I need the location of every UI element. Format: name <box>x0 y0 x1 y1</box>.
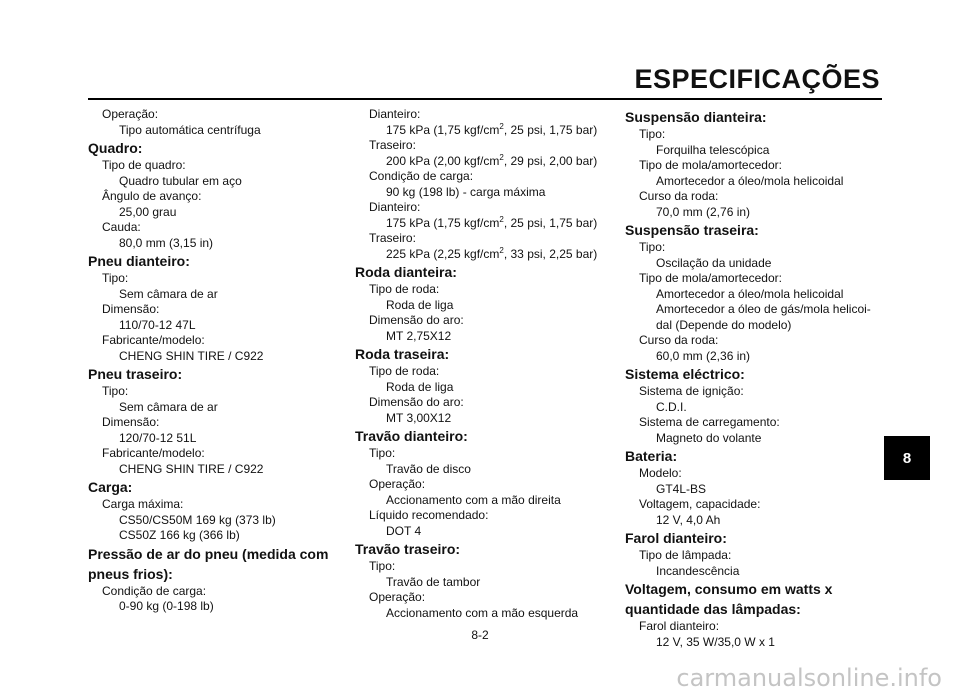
spec-value: MT 3,00X12 <box>386 410 452 425</box>
spec-heading: pneus frios): <box>88 565 173 582</box>
spec-value: Quadro tubular em aço <box>119 173 242 188</box>
spec-heading: Quadro: <box>88 140 143 156</box>
spec-heading: Travão dianteiro: <box>355 428 468 444</box>
spec-heading: Carga: <box>88 479 133 495</box>
spec-label: Sistema de ignição: <box>639 384 744 398</box>
spec-label: Fabricante/modelo: <box>102 446 205 460</box>
spec-label: Tipo de lâmpada: <box>639 548 732 562</box>
watermark: carmanualsonline.info <box>676 664 942 692</box>
spec-value: Roda de liga <box>386 379 454 394</box>
spec-value: Incandescência <box>656 563 740 578</box>
spec-label: Curso da roda: <box>639 333 719 347</box>
spec-label: Dianteiro: <box>369 200 421 214</box>
spec-label: Tipo: <box>102 384 129 398</box>
spec-value-text: , 25 psi, 1,75 bar) <box>503 122 598 137</box>
spec-value: 70,0 mm (2,76 in) <box>656 204 751 219</box>
spec-value: Travão de disco <box>386 461 471 476</box>
spec-label: Cauda: <box>102 220 141 234</box>
spec-label: Operação: <box>369 590 426 604</box>
spec-value: 80,0 mm (3,15 in) <box>119 235 214 250</box>
spec-heading: Farol dianteiro: <box>625 530 727 546</box>
spec-label: Tipo: <box>369 559 396 573</box>
spec-value: 120/70-12 51L <box>119 430 197 445</box>
spec-label: Dimensão: <box>102 415 160 429</box>
spec-label: Condição de carga: <box>102 583 207 598</box>
spec-label: Dianteiro: <box>369 107 421 121</box>
page-number: 8-2 <box>471 628 489 642</box>
spec-heading: Roda dianteira: <box>355 264 457 280</box>
spec-heading: Travão traseiro: <box>355 541 461 557</box>
spec-heading: Suspensão dianteira: <box>625 109 767 125</box>
spec-value: Accionamento com a mão esquerda <box>386 605 579 620</box>
spec-value: Roda de liga <box>386 297 454 312</box>
spec-value-text: 200 kPa (2,00 kgf/cm <box>386 153 500 168</box>
spec-label: Traseiro: <box>369 138 416 152</box>
spec-heading: Voltagem, consumo em watts x <box>625 581 833 597</box>
spec-value: Amortecedor a óleo/mola helicoidal <box>656 173 844 188</box>
spec-value: Accionamento com a mão direita <box>386 492 561 507</box>
spec-value-text: , 29 psi, 2,00 bar) <box>503 153 598 168</box>
spec-value <box>355 123 610 139</box>
spec-value: Sem câmara de ar <box>119 286 218 301</box>
title-rule <box>88 98 882 100</box>
spec-value: 12 V, 4,0 Ah <box>656 512 721 527</box>
spec-column-1 <box>88 107 338 615</box>
spec-value: Sem câmara de ar <box>119 399 218 414</box>
spec-label: Condição de carga: <box>369 169 474 183</box>
spec-value-text: , 25 psi, 1,75 bar) <box>503 215 598 230</box>
spec-value-text: , 33 psi, 2,25 bar) <box>503 246 598 261</box>
superscript: 2 <box>499 152 504 162</box>
spec-label: Carga máxima: <box>102 497 184 511</box>
spec-heading: Sistema eléctrico: <box>625 366 745 382</box>
spec-label: Sistema de carregamento: <box>639 415 780 429</box>
spec-heading: Pressão de ar do pneu (medida com <box>88 545 329 562</box>
spec-column-3 <box>625 107 890 650</box>
superscript: 2 <box>499 214 504 224</box>
spec-value: 12 V, 35 W/35,0 W x 1 <box>656 634 775 649</box>
spec-label: Dimensão do aro: <box>369 313 464 327</box>
spec-label: Traseiro: <box>369 231 416 245</box>
spec-value <box>355 247 610 263</box>
spec-label: Tipo: <box>639 127 666 141</box>
spec-label: Operação: <box>369 477 426 491</box>
page-title: ESPECIFICAÇÕES <box>634 64 880 94</box>
spec-heading: Bateria: <box>625 448 678 464</box>
spec-value-text: 175 kPa (1,75 kgf/cm <box>386 215 500 230</box>
spec-label: Tipo de roda: <box>369 282 440 296</box>
spec-value: Forquilha telescópica <box>656 142 770 157</box>
spec-value: Tipo automática centrífuga <box>119 122 261 137</box>
spec-label: Operação: <box>102 107 159 121</box>
spec-value: 25,00 grau <box>119 204 177 219</box>
spec-label: Dimensão: <box>102 302 160 316</box>
spec-value: MT 2,75X12 <box>386 328 452 343</box>
spec-value: 60,0 mm (2,36 in) <box>656 348 751 363</box>
spec-value: Oscilação da unidade <box>656 255 772 270</box>
spec-value: Amortecedor a óleo/mola helicoidal <box>656 286 844 301</box>
spec-value: Amortecedor a óleo de gás/mola helicoi- <box>656 302 871 316</box>
spec-value-text: 225 kPa (2,25 kgf/cm <box>386 246 500 261</box>
spec-label: Modelo: <box>639 466 682 480</box>
spec-heading: Pneu traseiro: <box>88 366 183 382</box>
spec-label: Tipo de quadro: <box>102 158 186 172</box>
spec-value <box>355 216 610 232</box>
spec-value: CHENG SHIN TIRE / C922 <box>119 348 264 363</box>
spec-label: Tipo de mola/amortecedor: <box>639 271 782 285</box>
spec-label: Dimensão do aro: <box>369 395 464 409</box>
spec-column-2 <box>355 107 610 621</box>
superscript: 2 <box>499 245 504 255</box>
spec-value: Magneto do volante <box>656 430 762 445</box>
spec-label: Curso da roda: <box>639 189 719 203</box>
chapter-tab: 8 <box>884 436 930 480</box>
spec-value: CS50/CS50M 169 kg (373 lb) <box>119 512 276 527</box>
spec-value <box>355 154 610 170</box>
spec-heading: Roda traseira: <box>355 346 450 362</box>
spec-label: Tipo de mola/amortecedor: <box>639 158 782 172</box>
spec-label: Farol dianteiro: <box>639 619 720 633</box>
spec-heading: Suspensão traseira: <box>625 222 759 238</box>
spec-value: Travão de tambor <box>386 574 481 589</box>
spec-heading: quantidade das lâmpadas: <box>625 601 801 617</box>
spec-value: 90 kg (198 lb) - carga máxima <box>386 184 546 199</box>
spec-label: Fabricante/modelo: <box>102 333 205 347</box>
spec-value-text: 175 kPa (1,75 kgf/cm <box>386 122 500 137</box>
spec-value: dal (Depende do modelo) <box>656 317 792 332</box>
spec-value: 0-90 kg (0-198 lb) <box>119 599 214 613</box>
spec-value: DOT 4 <box>386 523 422 538</box>
spec-value: CS50Z 166 kg (366 lb) <box>119 528 240 542</box>
spec-label: Tipo: <box>639 240 666 254</box>
spec-label: Voltagem, capacidade: <box>639 497 761 511</box>
spec-value: 110/70-12 47L <box>119 317 196 332</box>
spec-label: Tipo de roda: <box>369 364 440 378</box>
spec-value: CHENG SHIN TIRE / C922 <box>119 461 264 476</box>
spec-label: Líquido recomendado: <box>369 508 489 522</box>
spec-heading: Pneu dianteiro: <box>88 253 190 269</box>
spec-value: GT4L-BS <box>656 481 707 496</box>
spec-label: Tipo: <box>369 446 396 460</box>
spec-value: C.D.I. <box>656 399 687 414</box>
spec-label: Ângulo de avanço: <box>102 189 202 203</box>
superscript: 2 <box>499 121 504 131</box>
spec-label: Tipo: <box>102 271 129 285</box>
